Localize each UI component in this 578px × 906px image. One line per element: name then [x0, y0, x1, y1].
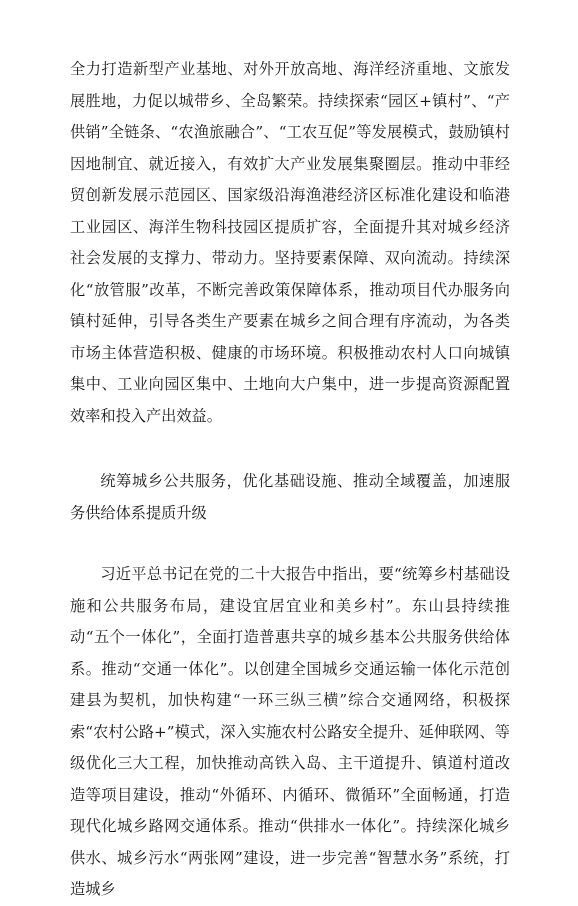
- paragraph-industry: 全力打造新型产业基地、对外开放高地、海洋经济重地、文旅发展胜地，力促以城带乡、全岛繁荣。持续探索“园区+镇村”、“产供销”全链条、“农渔旅融合”、“工农互促”等发展模式，鼓励镇村因地制宜、就近接入，有效扩大产业发展集聚圈层。推动中菲经贸创新发展示范园区、国家级沿海渔港经济区标准化建设和临港工业园区、海洋生物科技园区提质扩容，全面提升其对城乡经济社会发展的支撑力、带动力。坚持要素保障、双向流动。持续深化“放管服”改革，不断完善政策保障体系，推动项目代办服务向镇村延伸，引导各类生产要素在城乡之间合理有序流动，为各类市场主体营造积极、健康的市场环境。积极推动农村人口向城镇集中、工业向园区集中、土地向大户集中，进一步提高资源配置效率和投入产出效益。: [70, 60, 510, 425]
- paragraph-spacer: [70, 432, 510, 466]
- document-page: [70, 54, 510, 906]
- section-heading-public-services: 统筹城乡公共服务，优化基础设施、推动全域覆盖，加速服务供给体系提质升级: [70, 472, 510, 522]
- paragraph-spacer: [70, 529, 510, 559]
- paragraph-public-services: 习近平总书记在党的二十大报告中指出，要“统筹乡村基础设施和公共服务布局，建设宜居宜业和美乡村”。东山县持续推动“五个一体化”，全面打造普惠共享的城乡基本公共服务供给体系。推动“交通一体化”。以创建全国城乡交通运输一体化示范创建县为契机，加快构建“一环三纵三横”综合交通网络，积极探索“农村公路+”模式，深入实施农村公路安全提升、延伸联网、等级优化三大工程，加快推动高铁入岛、主干道提升、镇道村道改造等项目建设，推动“外循环、内循环、微循环”全面畅通，打造现代化城乡路网交通体系。推动“供排水一体化”。持续深化城乡供水、城乡污水“两张网”建设，进一步完善“智慧水务”系统，打造城乡: [70, 565, 510, 898]
